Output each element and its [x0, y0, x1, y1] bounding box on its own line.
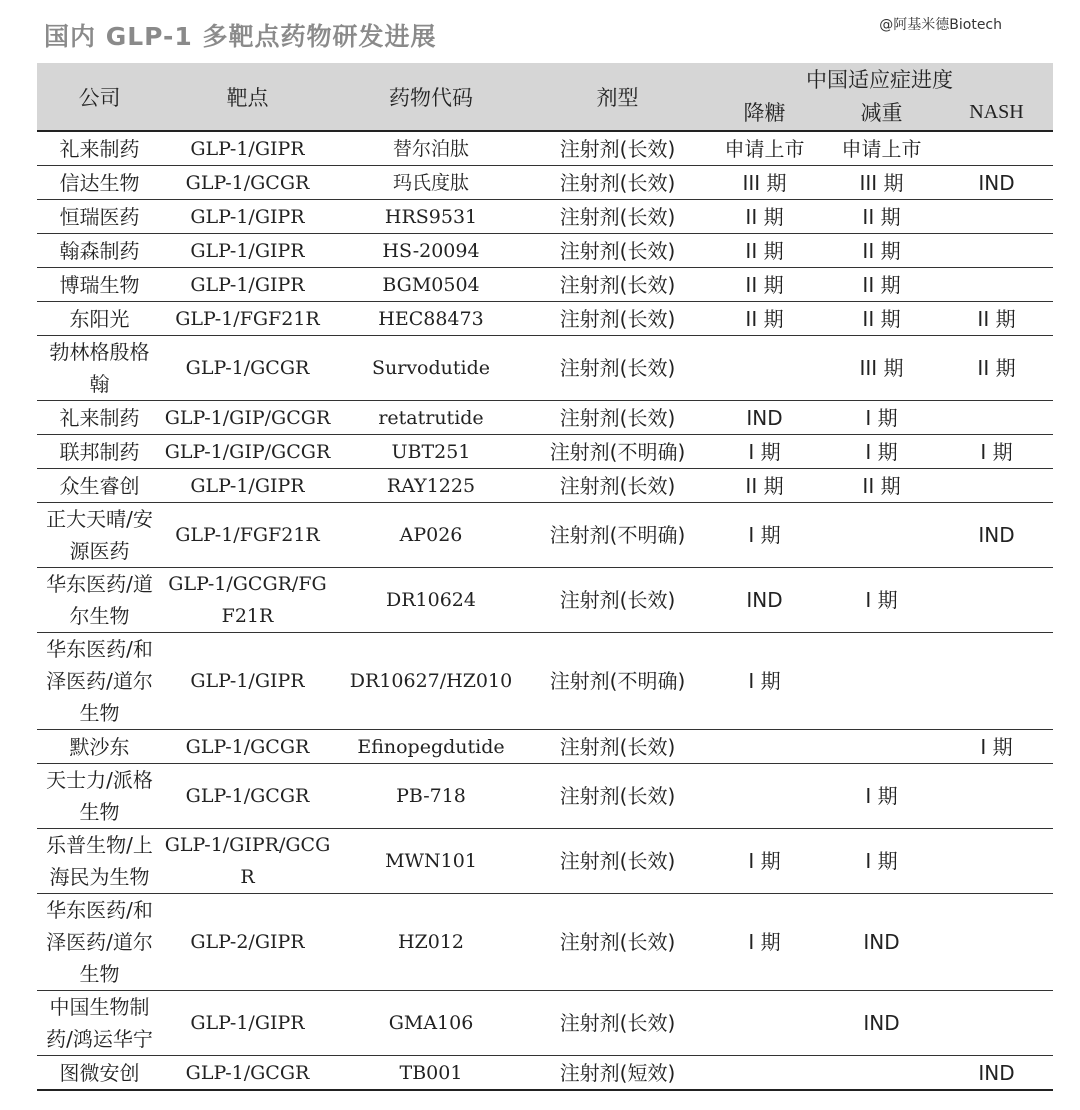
cell-target: GLP-1/FGF21R — [162, 302, 333, 336]
cell-drug-code: TB001 — [333, 1056, 529, 1091]
table-row — [37, 131, 1053, 166]
table-row — [37, 991, 1053, 1056]
cell-weight-loss-status: II 期 — [823, 302, 940, 336]
cell-drug-code: 玛氏度肽 — [333, 166, 529, 200]
cell-drug-code: DR10624 — [333, 568, 529, 633]
cell-formulation: 注射剂(长效) — [529, 336, 706, 401]
table-row — [37, 336, 1053, 401]
cell-diabetes-status: I 期 — [706, 503, 823, 568]
cell-company: 乐普生物/上海民为生物 — [37, 829, 162, 894]
cell-company: 东阳光 — [37, 302, 162, 336]
cell-weight-loss-status: III 期 — [823, 166, 940, 200]
table-header — [37, 63, 1053, 131]
cell-diabetes-status: II 期 — [706, 302, 823, 336]
cell-nash-status — [940, 401, 1053, 435]
cell-company: 华东医药/和泽医药/道尔生物 — [37, 894, 162, 991]
cell-formulation: 注射剂(长效) — [529, 166, 706, 200]
cell-company: 正大天晴/安源医药 — [37, 503, 162, 568]
header-drug-code: 药物代码 — [333, 63, 529, 131]
cell-diabetes-status: II 期 — [706, 469, 823, 503]
table-row — [37, 234, 1053, 268]
cell-target: GLP-1/FGF21R — [162, 503, 333, 568]
table-row — [37, 829, 1053, 894]
cell-target: GLP-1/GIPR — [162, 469, 333, 503]
cell-target: GLP-2/GIPR — [162, 894, 333, 991]
cell-nash-status — [940, 894, 1053, 991]
cell-target: GLP-1/GIPR — [162, 991, 333, 1056]
table-row — [37, 730, 1053, 764]
cell-weight-loss-status: I 期 — [823, 829, 940, 894]
cell-drug-code: RAY1225 — [333, 469, 529, 503]
cell-diabetes-status: IND — [706, 568, 823, 633]
cell-company: 众生睿创 — [37, 469, 162, 503]
cell-company: 博瑞生物 — [37, 268, 162, 302]
cell-weight-loss-status: IND — [823, 894, 940, 991]
cell-diabetes-status: III 期 — [706, 166, 823, 200]
table-row — [37, 302, 1053, 336]
cell-company: 信达生物 — [37, 166, 162, 200]
cell-company: 中国生物制药/鸿运华宁 — [37, 991, 162, 1056]
cell-company: 礼来制药 — [37, 131, 162, 166]
table-row — [37, 503, 1053, 568]
header-weight-loss: 减重 — [823, 94, 940, 131]
cell-formulation: 注射剂(长效) — [529, 401, 706, 435]
cell-nash-status — [940, 764, 1053, 829]
cell-target: GLP-1/GIPR — [162, 131, 333, 166]
cell-weight-loss-status: I 期 — [823, 764, 940, 829]
cell-formulation: 注射剂(长效) — [529, 568, 706, 633]
cell-drug-code: DR10627/HZ010 — [333, 633, 529, 730]
cell-company: 联邦制药 — [37, 435, 162, 469]
cell-nash-status: I 期 — [940, 730, 1053, 764]
cell-company: 华东医药/和泽医药/道尔生物 — [37, 633, 162, 730]
table-row — [37, 435, 1053, 469]
header-target: 靶点 — [162, 63, 333, 131]
cell-target: GLP-1/GIP/GCGR — [162, 435, 333, 469]
cell-formulation: 注射剂(长效) — [529, 302, 706, 336]
cell-weight-loss-status: I 期 — [823, 435, 940, 469]
cell-diabetes-status: I 期 — [706, 829, 823, 894]
cell-nash-status — [940, 200, 1053, 234]
cell-formulation: 注射剂(长效) — [529, 764, 706, 829]
cell-drug-code: BGM0504 — [333, 268, 529, 302]
cell-formulation: 注射剂(长效) — [529, 131, 706, 166]
cell-company: 图微安创 — [37, 1056, 162, 1091]
table-row — [37, 469, 1053, 503]
cell-weight-loss-status — [823, 730, 940, 764]
table-row — [37, 268, 1053, 302]
cell-diabetes-status: II 期 — [706, 268, 823, 302]
cell-drug-code: 替尔泊肽 — [333, 131, 529, 166]
cell-diabetes-status — [706, 991, 823, 1056]
table-row — [37, 894, 1053, 991]
cell-diabetes-status: II 期 — [706, 200, 823, 234]
cell-company: 默沙东 — [37, 730, 162, 764]
cell-weight-loss-status — [823, 633, 940, 730]
cell-diabetes-status — [706, 336, 823, 401]
cell-diabetes-status: 申请上市 — [706, 131, 823, 166]
table-row — [37, 1056, 1053, 1091]
cell-target: GLP-1/GCGR — [162, 730, 333, 764]
cell-formulation: 注射剂(短效) — [529, 1056, 706, 1091]
cell-target: GLP-1/GCGR — [162, 1056, 333, 1091]
cell-weight-loss-status — [823, 1056, 940, 1091]
cell-weight-loss-status: II 期 — [823, 268, 940, 302]
cell-nash-status: IND — [940, 166, 1053, 200]
cell-target: GLP-1/GIP/GCGR — [162, 401, 333, 435]
cell-nash-status — [940, 469, 1053, 503]
table-row — [37, 764, 1053, 829]
cell-formulation: 注射剂(长效) — [529, 469, 706, 503]
cell-weight-loss-status: I 期 — [823, 568, 940, 633]
cell-nash-status: IND — [940, 503, 1053, 568]
table-row — [37, 633, 1053, 730]
cell-diabetes-status — [706, 1056, 823, 1091]
table-body — [37, 131, 1053, 1090]
cell-nash-status: I 期 — [940, 435, 1053, 469]
cell-weight-loss-status: II 期 — [823, 234, 940, 268]
table-row — [37, 568, 1053, 633]
cell-weight-loss-status: I 期 — [823, 401, 940, 435]
cell-diabetes-status: I 期 — [706, 633, 823, 730]
cell-formulation: 注射剂(长效) — [529, 268, 706, 302]
cell-drug-code: HZ012 — [333, 894, 529, 991]
cell-diabetes-status — [706, 764, 823, 829]
cell-nash-status: II 期 — [940, 336, 1053, 401]
cell-diabetes-status — [706, 730, 823, 764]
cell-weight-loss-status: III 期 — [823, 336, 940, 401]
cell-nash-status — [940, 633, 1053, 730]
drug-pipeline-table — [37, 63, 1053, 1091]
cell-nash-status — [940, 568, 1053, 633]
cell-nash-status — [940, 234, 1053, 268]
cell-weight-loss-status: IND — [823, 991, 940, 1056]
cell-diabetes-status: II 期 — [706, 234, 823, 268]
page-title: 国内 GLP-1 多靶点药物研发进展 — [44, 22, 437, 51]
cell-drug-code: HEC88473 — [333, 302, 529, 336]
cell-drug-code: MWN101 — [333, 829, 529, 894]
cell-target: GLP-1/GIPR — [162, 268, 333, 302]
cell-nash-status: II 期 — [940, 302, 1053, 336]
cell-drug-code: UBT251 — [333, 435, 529, 469]
cell-target: GLP-1/GCGR/FGF21R — [162, 568, 333, 633]
cell-nash-status — [940, 991, 1053, 1056]
cell-weight-loss-status: II 期 — [823, 200, 940, 234]
cell-formulation: 注射剂(长效) — [529, 894, 706, 991]
cell-target: GLP-1/GCGR — [162, 764, 333, 829]
cell-diabetes-status: I 期 — [706, 435, 823, 469]
cell-drug-code: Survodutide — [333, 336, 529, 401]
cell-formulation: 注射剂(不明确) — [529, 633, 706, 730]
cell-formulation: 注射剂(长效) — [529, 200, 706, 234]
cell-formulation: 注射剂(不明确) — [529, 435, 706, 469]
cell-target: GLP-1/GIPR/GCGR — [162, 829, 333, 894]
cell-drug-code: GMA106 — [333, 991, 529, 1056]
cell-nash-status — [940, 268, 1053, 302]
cell-drug-code: retatrutide — [333, 401, 529, 435]
cell-formulation: 注射剂(长效) — [529, 730, 706, 764]
cell-target: GLP-1/GCGR — [162, 166, 333, 200]
header-nash: NASH — [940, 94, 1053, 131]
cell-formulation: 注射剂(不明确) — [529, 503, 706, 568]
watermark: @阿基米德Biotech — [879, 17, 1002, 33]
header-diabetes: 降糖 — [706, 94, 823, 131]
cell-formulation: 注射剂(长效) — [529, 829, 706, 894]
cell-drug-code: HRS9531 — [333, 200, 529, 234]
cell-target: GLP-1/GCGR — [162, 336, 333, 401]
cell-drug-code: HS-20094 — [333, 234, 529, 268]
cell-weight-loss-status: II 期 — [823, 469, 940, 503]
header-indication-group: 中国适应症进度 — [706, 63, 1053, 94]
cell-diabetes-status: I 期 — [706, 894, 823, 991]
cell-formulation: 注射剂(长效) — [529, 991, 706, 1056]
cell-nash-status: IND — [940, 1056, 1053, 1091]
cell-nash-status — [940, 829, 1053, 894]
cell-target: GLP-1/GIPR — [162, 234, 333, 268]
cell-nash-status — [940, 131, 1053, 166]
cell-weight-loss-status: 申请上市 — [823, 131, 940, 166]
table-row — [37, 166, 1053, 200]
cell-company: 天士力/派格生物 — [37, 764, 162, 829]
header-formulation: 剂型 — [529, 63, 706, 131]
cell-target: GLP-1/GIPR — [162, 633, 333, 730]
table-row — [37, 200, 1053, 234]
cell-company: 勃林格殷格翰 — [37, 336, 162, 401]
cell-drug-code: AP026 — [333, 503, 529, 568]
cell-drug-code: PB-718 — [333, 764, 529, 829]
cell-company: 恒瑞医药 — [37, 200, 162, 234]
table-row — [37, 401, 1053, 435]
cell-formulation: 注射剂(长效) — [529, 234, 706, 268]
cell-diabetes-status: IND — [706, 401, 823, 435]
cell-target: GLP-1/GIPR — [162, 200, 333, 234]
cell-weight-loss-status — [823, 503, 940, 568]
cell-company: 华东医药/道尔生物 — [37, 568, 162, 633]
cell-company: 翰森制药 — [37, 234, 162, 268]
cell-drug-code: Efinopegdutide — [333, 730, 529, 764]
header-company: 公司 — [37, 63, 162, 131]
cell-company: 礼来制药 — [37, 401, 162, 435]
